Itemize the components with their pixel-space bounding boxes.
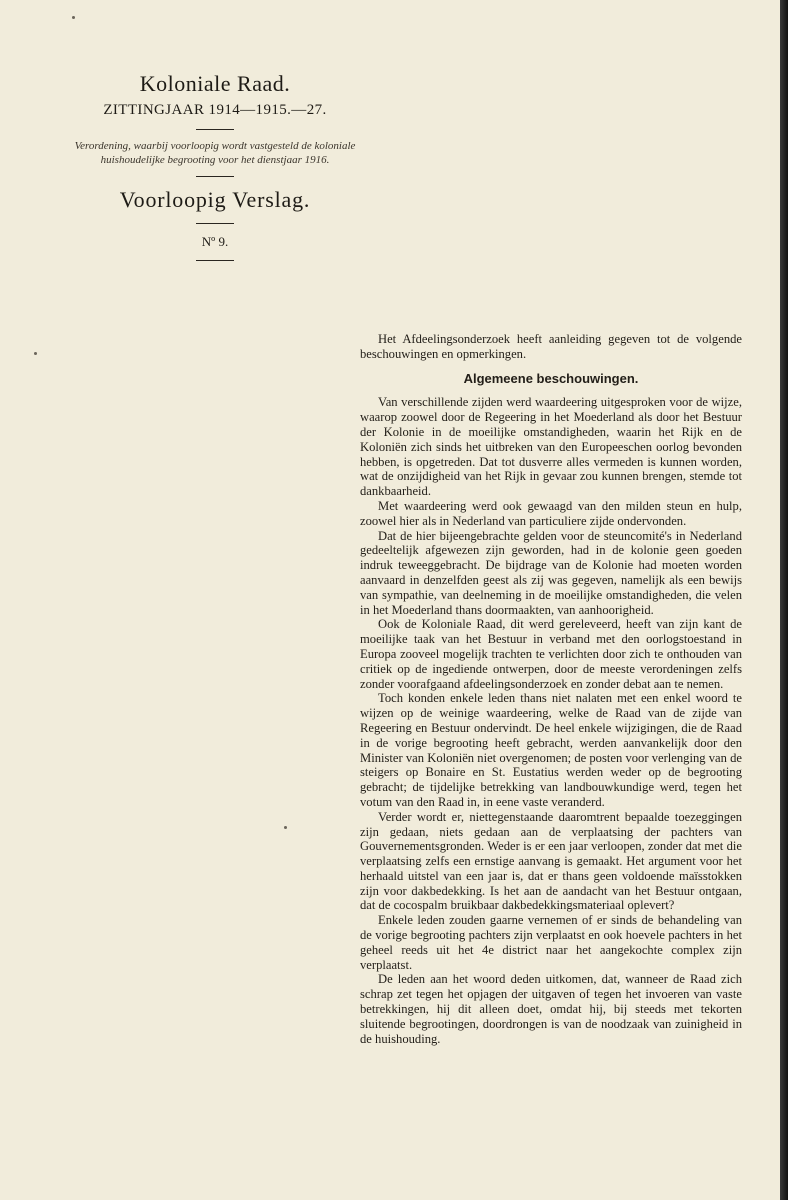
- report-body: [360, 332, 742, 1046]
- body-paragraph: Met waardeering werd ook gewaagd van den milden steun en hulp, zoowel hier als in Nederland van particuliere zijde ondervonden.: [360, 498, 742, 528]
- body-paragraph: De leden aan het woord deden uitkomen, dat, wanneer de Raad zich schrap zet tegen het opjagen der uitgaven of tegen het invoeren van vaste betrekkingen, hij dit alleen doet, omdat hij, bij steeds met tekorten sluitende begrootingen, doordrongen is van de noodzaak van zuinigheid in de huishouding.: [360, 972, 742, 1046]
- body-paragraph: Dat de hier bijeengebrachte gelden voor de steuncomité's in Nederland gedeeltelijk afgewezen zijn geworden, had in de kolonie geen goeden indruk teweeggebracht. De bijdrage van de Kolonie had moeten worden aanvaard in denzelfden geest als zij was gegeven, namelijk als een bewijs van sympathie, van deelneming in de moeilijke omstandigheden, die velen in het Moederland thans doormaakten, van aanhoorigheid.: [360, 528, 742, 617]
- body-paragraph: Ook de Koloniale Raad, dit werd gereleveerd, heeft van zijn kant de moeilijke taak van het Bestuur in verband met den oorlogstoestand in Europa zooveel mogelijk trachten te verlichten door zich te onthouden van critiek op de ingediende ontwerpen, door de meeste verordeningen zelfs zonder voorafgaand afdeelingsonderzoek en zonder debat aan te nemen.: [360, 617, 742, 691]
- document-header: [70, 70, 360, 270]
- body-paragraph: Van verschillende zijden werd waardeering uitgesproken voor de wijze, waarop zoowel door de Regeering in het Moederland als door het Bestuur der Kolonie in de moeilijke omstandigheden, waarin het Rijk en de Koloniën zich sinds het uitbreken van den Europeeschen oorlog bevonden hebben, is opgetreden. Dat tot dusverre alles vermeden is kunnen worden, wat de onzijdigheid van het Rijk in gevaar zou kunnen brengen, stemde tot dankbaarheid.: [360, 395, 742, 499]
- scan-edge: [780, 0, 788, 1200]
- intro-paragraph: Het Afdeelingsonderzoek heeft aanleiding gegeven tot de volgende beschouwingen en opmerkingen.: [360, 332, 742, 361]
- divider: [196, 223, 234, 224]
- divider: [196, 260, 234, 261]
- divider: [196, 129, 234, 130]
- ordinance-description: Verordening, waarbij voorloopig wordt vastgesteld de koloniale huishoudelijke begrooting voor het dienstjaar 1916.: [74, 140, 356, 166]
- body-paragraph: Enkele leden zouden gaarne vernemen of er sinds de behandeling van de vorige begrooting pachters zijn verplaatst en ook hoevele pachters in het geheel reeds uit het 4e district naar het aangekochte complex zijn verplaatst.: [360, 913, 742, 972]
- session-year: ZITTINGJAAR 1914—1915.—27.: [103, 102, 327, 118]
- body-paragraph: Toch konden enkele leden thans niet nalaten met een enkel woord te wijzen op de weinige waardeering, welke de Raad van de zijde van Regeering en Bestuur ondervindt. De heel enkele wijzigingen, die de Raad in de vorige begrooting heeft gebracht, werden aanvankelijk door den Minister van Koloniën niet overgenomen; de posten voor verlenging van de steigers op Bonaire en St. Eustatius werden weder op de begrooting gebracht; de tijdelijke betrekking van landbouwkundige werd, tegen het votum van den Raad in, in eene vaste veranderd.: [360, 691, 742, 809]
- section-heading: Algemeene beschouwingen.: [463, 370, 639, 386]
- body-paragraph: Verder wordt er, niettegenstaande daaromtrent bepaalde toezeggingen zijn gedaan, niets gedaan aan de verplaatsing der pachters van Gouvernementsgronden. Weder is er een jaar verloopen, zonder dat met die verplaatsing zelfs een ernstige aanvang is gemaakt. Het argument voor het herhaald uitstel van een jaar is, dat er thans geen voldoende maïsstokken zijn voor dakbedekking. Is het aan de aandacht van het Bestuur ontgaan, dat de cocospalm bruikbaar dakbedekkingsmateriaal oplevert?: [360, 809, 742, 913]
- paper-speck: [72, 16, 75, 19]
- council-title: Koloniale Raad.: [139, 71, 291, 96]
- paper-speck: [34, 352, 37, 355]
- divider: [196, 176, 234, 177]
- report-title: Voorloopig Verslag.: [119, 187, 311, 212]
- paper-speck: [284, 826, 287, 829]
- report-number: Nº 9.: [201, 234, 229, 249]
